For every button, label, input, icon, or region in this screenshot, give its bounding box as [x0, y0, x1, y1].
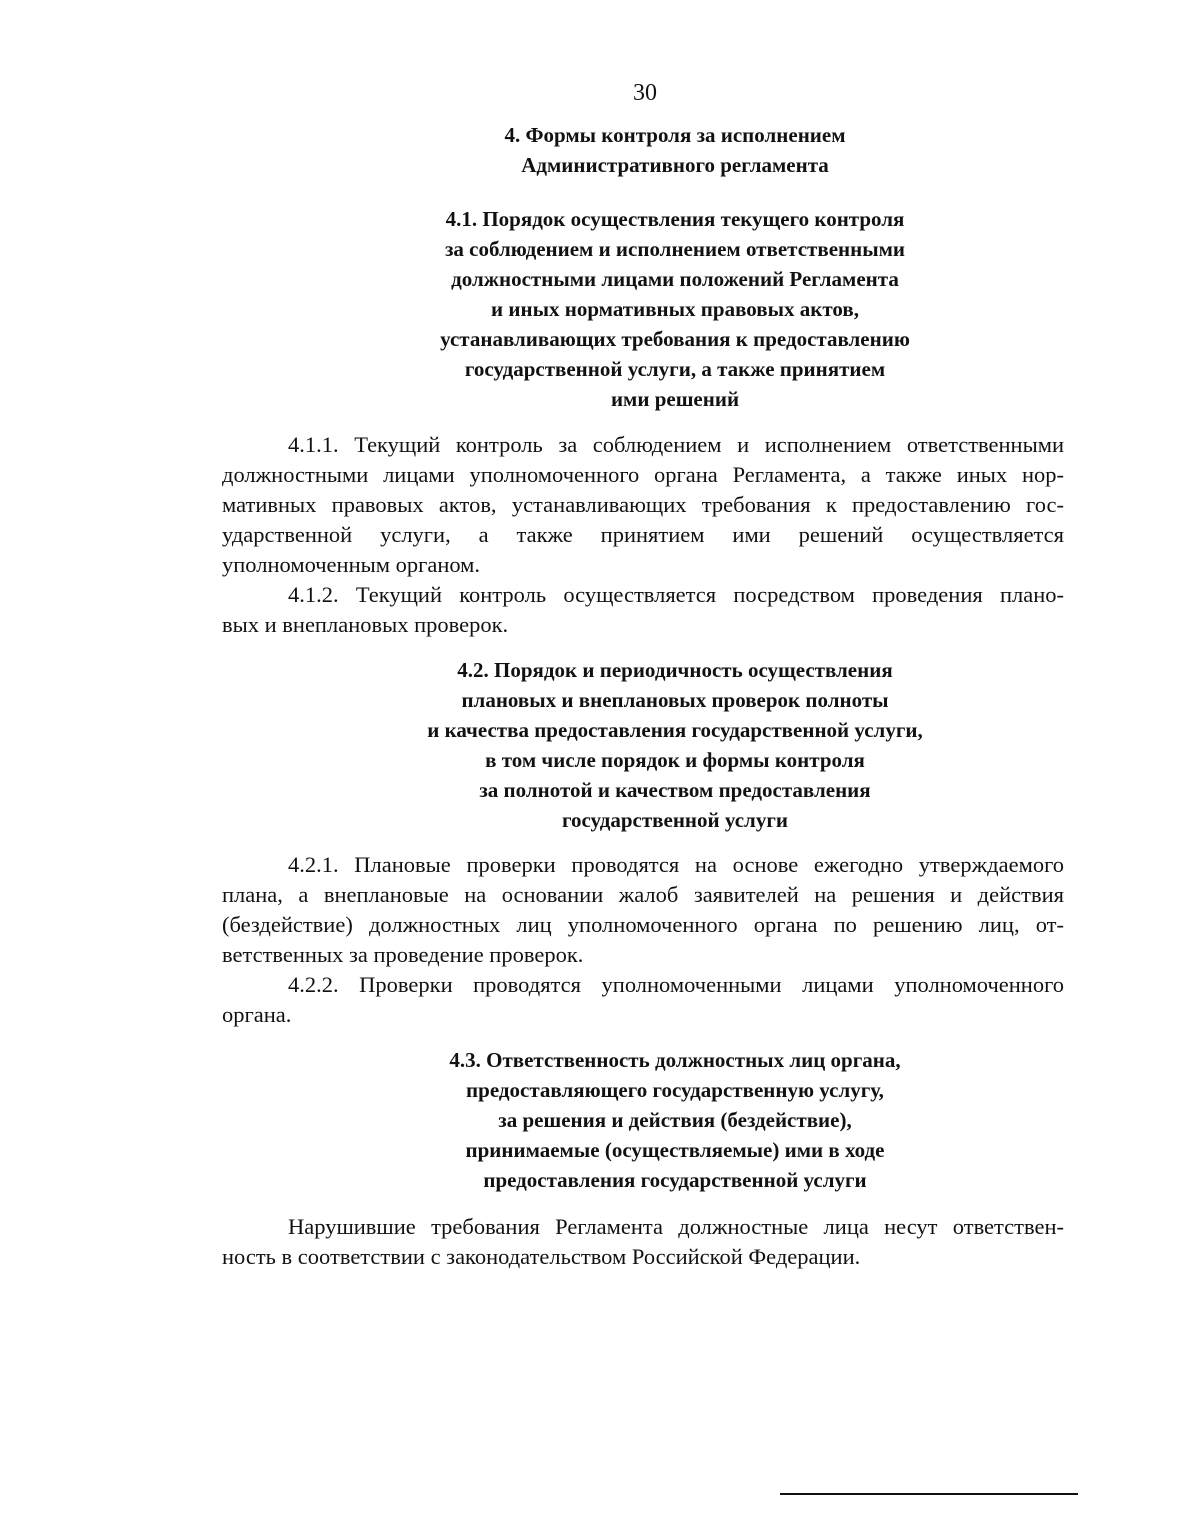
page-number: 30: [633, 80, 657, 106]
heading-line: Административного регламента: [521, 153, 829, 177]
heading-line: и иных нормативных правовых актов,: [491, 297, 859, 321]
heading-line: 4.2. Порядок и периодичность осуществления: [457, 658, 893, 682]
heading-line: 4.3. Ответственность должностных лиц органа,: [449, 1048, 901, 1072]
heading-line: предоставляющего государственную услугу,: [466, 1078, 884, 1102]
section-4-3-body: [222, 1212, 1064, 1272]
text-line: мативных правовых актов, устанавливающих требования к предоставлению гос-: [222, 492, 1064, 517]
footer-rule: [780, 1493, 1078, 1495]
heading-line: ими решений: [610, 387, 740, 411]
heading-line: за полнотой и качеством предоставления: [479, 778, 871, 802]
heading-line: должностными лицами положений Регламента: [451, 267, 899, 291]
heading-line: государственной услуги, а также принятием: [464, 357, 886, 381]
text-line: ность в соответствии с законодательством Российской Федерации.: [222, 1244, 861, 1269]
text-line: ударственной услуги, а также принятием ими решений осуществляется: [222, 522, 1064, 547]
section-4-2-heading: [360, 655, 990, 835]
paragraph-4-2-2: [222, 970, 1064, 1030]
text-line: плана, а внеплановые на основании жалоб заявителей на решения и действия: [222, 882, 1064, 907]
text-line: ветственных за проведение проверок.: [222, 942, 584, 967]
paragraph-4-2-1: [222, 850, 1064, 970]
heading-line: устанавливающих требования к предоставлению: [440, 327, 910, 351]
text-line: (бездействие) должностных лиц уполномоченного органа по решению лиц, от-: [222, 912, 1064, 937]
heading-line: 4. Формы контроля за исполнением: [504, 123, 846, 147]
text-line: 4.2.2. Проверки проводятся уполномоченными лицами уполномоченного: [288, 972, 1064, 997]
heading-line: и качества предоставления государственной услуги,: [427, 718, 923, 742]
text-line: 4.2.1. Плановые проверки проводятся на основе ежегодно утверждаемого: [288, 852, 1064, 877]
text-line: 4.1.1. Текущий контроль за соблюдением и исполнением ответственными: [288, 432, 1064, 457]
section-4-1-heading: [380, 204, 970, 414]
section-4-heading: [440, 120, 910, 180]
section-4-2-body: [222, 850, 1064, 1030]
text-line: 4.1.2. Текущий контроль осуществляется посредством проведения плано-: [288, 582, 1064, 607]
paragraph-4-3: [222, 1212, 1064, 1272]
heading-line: принимаемые (осуществляемые) ими в ходе: [465, 1138, 885, 1162]
heading-line: предоставления государственной услуги: [483, 1168, 867, 1192]
heading-line: за решения и действия (бездействие),: [498, 1108, 852, 1132]
heading-line: за соблюдением и исполнением ответственными: [444, 237, 906, 261]
paragraph-4-1-2: [222, 580, 1064, 640]
heading-line: государственной услуги: [562, 808, 788, 832]
section-4-3-heading: [380, 1045, 970, 1195]
heading-line: в том числе порядок и формы контроля: [485, 748, 865, 772]
text-line: уполномоченным органом.: [222, 552, 481, 577]
text-line: Нарушившие требования Регламента должностные лица несут ответствен-: [288, 1214, 1064, 1239]
heading-line: плановых и внеплановых проверок полноты: [461, 688, 889, 712]
text-line: вых и внеплановых проверок.: [222, 612, 509, 637]
section-4-1-body: [222, 430, 1064, 640]
heading-line: 4.1. Порядок осуществления текущего контроля: [445, 207, 905, 231]
text-line: должностными лицами уполномоченного органа Регламента, а также иных нор-: [222, 462, 1064, 487]
text-line: органа.: [222, 1002, 292, 1027]
paragraph-4-1-1: [222, 430, 1064, 580]
